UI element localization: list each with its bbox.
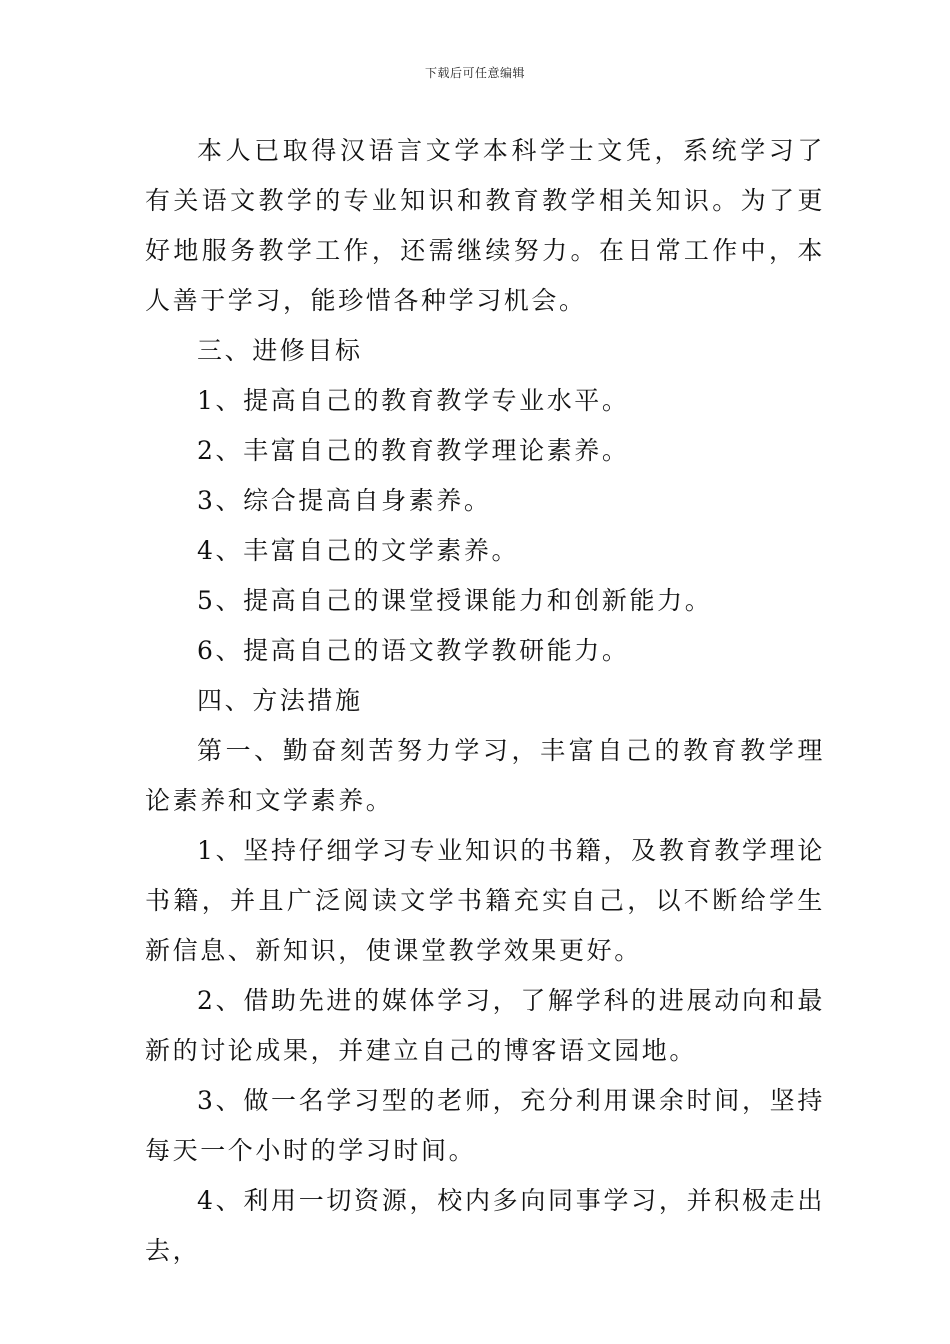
method-item-1: 1、坚持仔细学习专业知识的书籍，及教育教学理论书籍，并且广泛阅读文学书籍充实自己，以不断给学生新信息、新知识，使课堂教学效果更好。 xyxy=(145,836,825,965)
goal-item-6: 6、提高自己的语文教学教研能力。 xyxy=(197,636,630,665)
method-item-4: 4、利用一切资源，校内多向同事学习，并积极走出去， xyxy=(145,1186,825,1265)
goal-item-3: 3、综合提高自身素养。 xyxy=(197,486,492,515)
section-heading-methods: 四、方法措施 xyxy=(197,686,363,715)
goal-item-5: 5、提高自己的课堂授课能力和创新能力。 xyxy=(197,586,713,615)
section-heading-goals: 三、进修目标 xyxy=(197,336,363,365)
goal-item-2: 2、丰富自己的教育教学理论素养。 xyxy=(197,436,630,465)
method-item-2: 2、借助先进的媒体学习，了解学科的进展动向和最新的讨论成果，并建立自己的博客语文园地。 xyxy=(145,986,825,1065)
method-item-3: 3、做一名学习型的老师，充分利用课余时间，坚持每天一个小时的学习时间。 xyxy=(145,1086,825,1165)
paragraph-qualifications: 本人已取得汉语言文学本科学士文凭，系统学习了有关语文教学的专业知识和教育教学相关知识。为了更好地服务教学工作，还需继续努力。在日常工作中，本人善于学习，能珍惜各种学习机会。 xyxy=(145,136,825,315)
method-paragraph-first: 第一、勤奋刻苦努力学习，丰富自己的教育教学理论素养和文学素养。 xyxy=(145,736,825,815)
page-header-note: 下载后可任意编辑 xyxy=(424,66,525,80)
goal-item-1: 1、提高自己的教育教学专业水平。 xyxy=(197,386,630,415)
goal-item-4: 4、丰富自己的文学素养。 xyxy=(197,536,520,565)
document-body xyxy=(145,126,825,1276)
